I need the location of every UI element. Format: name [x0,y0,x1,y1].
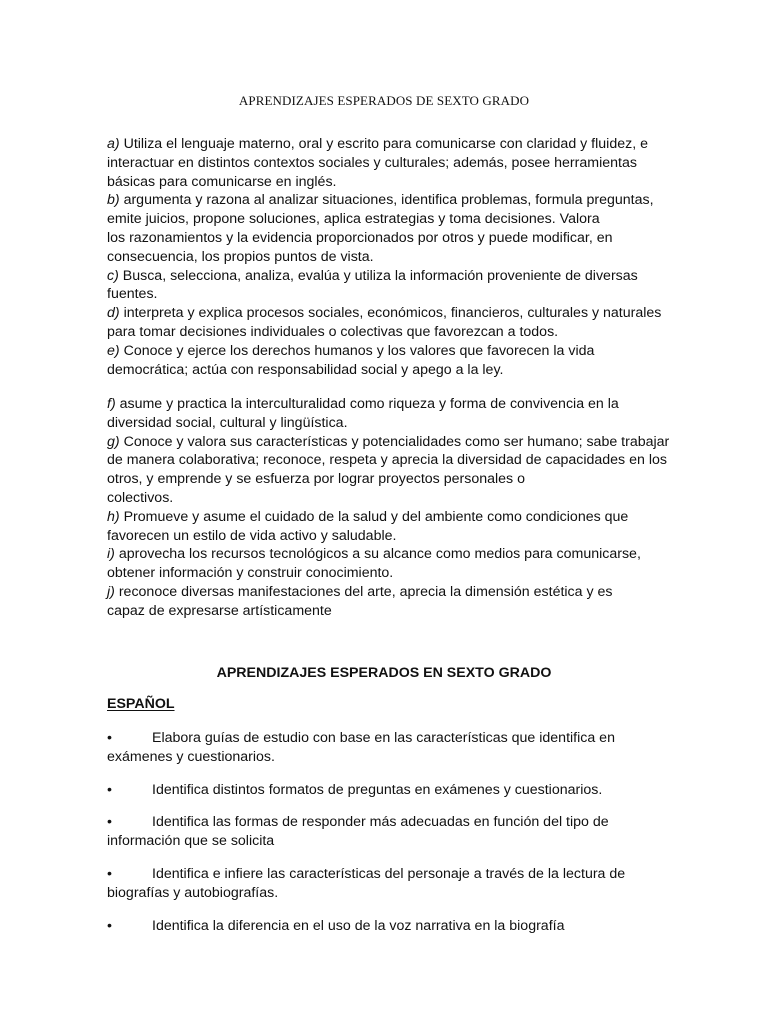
bullet-icon: • [107,917,112,934]
list-item-continuation: información que se solicita [107,833,275,850]
line-text: emite juicios, propone soluciones, aplica estrategias y toma decisiones. Valora [107,211,600,228]
line-text: los razonamientos y la evidencia proporcionados por otros y puede modificar, en [107,229,613,246]
list-item-first-line [107,781,667,800]
text-line [107,304,667,323]
line-text: consecuencia, los propios puntos de vista. [107,248,374,265]
list-item [107,865,667,903]
text-line [107,285,667,304]
line-text: capaz de expresarse artísticamente [107,602,332,619]
list-item-first-line [107,729,667,748]
line-text: argumenta y razona al analizar situaciones, identifica problemas, formula preguntas, [119,192,654,209]
item-label: f) [107,396,116,412]
list-item-first-line [107,813,667,832]
text-line [107,135,667,154]
text-line [107,154,667,173]
subject-heading: ESPAÑOL [107,696,175,712]
line-text: Utiliza el lenguaje materno, oral y escrito para comunicarse con claridad y fluidez, e [119,136,648,152]
bullet-icon: • [107,814,112,831]
text-line [107,602,667,621]
bullet-icon: • [107,865,112,882]
text-line [107,267,667,286]
list-item [107,813,667,851]
section-heading: APRENDIZAJES ESPERADOS EN SEXTO GRADO [216,665,552,681]
text-line [107,361,667,380]
bullet-list [107,729,667,949]
list-item-text: Identifica las formas de responder más adecuadas en función del tipo de [152,814,609,831]
line-text: de manera colaborativa; reconoce, respeta y aprecia la diversidad de capacidades en los [107,452,667,469]
line-text: diversidad social, cultural y lingüística. [107,414,348,431]
list-item-continuation: exámenes y cuestionarios. [107,748,275,765]
item-label: h) [107,508,120,525]
line-text: básicas para comunicarse en inglés. [107,173,337,190]
text-line [107,470,667,489]
list-item-text: Identifica la diferencia en el uso de la voz narrativa en la biografía [152,917,565,934]
text-line [107,564,667,583]
text-line [107,395,667,414]
item-label: d) [107,305,120,322]
list-item-text: Identifica distintos formatos de preguntas en exámenes y cuestionarios. [152,781,603,798]
text-line [107,527,667,546]
list-item [107,729,667,767]
line-text: obtener información y construir conocimiento. [107,565,394,582]
item-label: a) [107,136,120,152]
text-line [107,191,667,210]
bullet-icon: • [107,730,112,746]
item-label: j) [107,583,115,600]
line-text: reconoce diversas manifestaciones del arte, aprecia la dimensión estética y es [114,583,613,600]
list-item [107,781,667,800]
line-text: para tomar decisiones individuales o colectivas que favorezcan a todos. [107,323,559,340]
line-text: fuentes. [107,286,158,303]
text-line [107,583,667,602]
list-item-first-line [107,917,667,936]
outcomes-block-f-j [107,395,670,621]
text-line [107,545,667,564]
line-text: colectivos. [107,489,174,506]
line-text: Promueve y asume el cuidado de la salud y del ambiente como condiciones que [119,508,629,525]
outcomes-block-a-e [107,135,667,379]
text-line [107,173,667,192]
text-line [107,433,670,452]
text-line [107,489,667,508]
document-title: APRENDIZAJES ESPERADOS DE SEXTO GRADO [238,93,530,108]
bullet-icon: • [107,781,112,798]
list-item-continuation: biografías y autobiografías. [107,884,279,901]
list-item [107,917,667,936]
line-text: favorecen un estilo de vida activo y saludable. [107,527,397,544]
line-text: democrática; actúa con responsabilidad social y apego a la ley. [107,361,504,378]
text-line [107,229,667,248]
text-line [107,451,667,470]
line-text: asume y practica la interculturalidad como riqueza y forma de convivencia en la [115,396,619,412]
line-text: interactuar en distintos contextos sociales y culturales; además, posee herramientas [107,154,637,171]
text-line [107,210,667,229]
line-text: interpreta y explica procesos sociales, económicos, financieros, culturales y naturales [119,305,662,322]
list-item-text: Identifica e infiere las características del personaje a través de la lectura de [152,865,626,882]
line-text: Conoce y ejerce los derechos humanos y los valores que favorecen la vida [119,342,595,359]
text-line [107,342,667,361]
text-line [107,508,667,527]
text-line [107,414,667,433]
line-text: Conoce y valora sus características y potencialidades como ser humano; sabe trabajar [119,433,670,450]
item-label: c) [107,267,119,284]
item-label: i) [107,546,115,563]
item-label: g) [107,433,120,450]
line-text: aprovecha los recursos tecnológicos a su alcance como medios para comunicarse, [114,546,641,563]
text-line [107,323,667,342]
item-label: e) [107,342,120,359]
item-label: b) [107,192,120,209]
list-item-text: Elabora guías de estudio con base en las características que identifica en [152,730,615,746]
list-item-first-line [107,865,667,884]
text-line [107,248,667,267]
line-text: otros, y emprende y se esfuerza por lograr proyectos personales o [107,471,525,488]
line-text: Busca, selecciona, analiza, evalúa y utiliza la información proveniente de diversas [118,267,638,284]
